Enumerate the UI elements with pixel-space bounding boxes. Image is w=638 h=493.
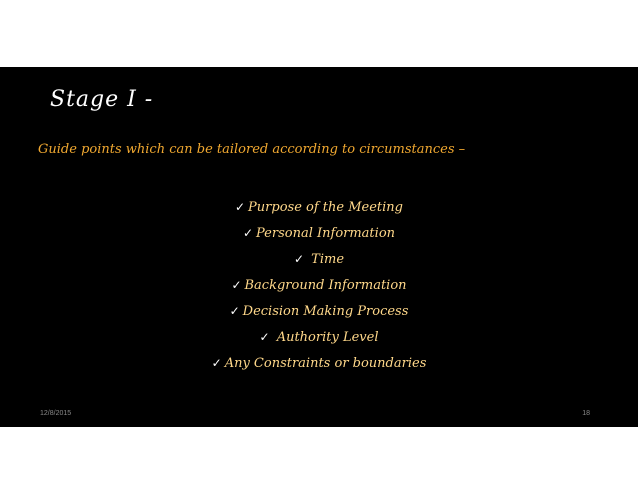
check-icon: ✓: [242, 226, 254, 240]
bullet-list: [0, 194, 638, 376]
bullet-text: Personal Information: [256, 226, 396, 241]
check-icon: ✓: [293, 252, 305, 266]
bullet-text: Authority Level: [272, 330, 379, 345]
bullet-text: Any Constraints or boundaries: [224, 356, 427, 371]
bullet-text: Purpose of the Meeting: [248, 200, 403, 215]
slide-page-number: 18: [582, 410, 590, 417]
slide-subtitle: Guide points which can be tailored according to circumstances –: [38, 142, 466, 157]
bullet-item: [0, 298, 638, 324]
bullet-text: Time: [307, 252, 345, 267]
bullet-item: [0, 220, 638, 246]
check-icon: ✓: [211, 356, 222, 370]
bullet-item: [0, 324, 638, 350]
bullet-text: Decision Making Process: [242, 304, 409, 319]
slide: [0, 67, 638, 427]
check-icon: ✓: [229, 304, 240, 318]
bullet-item: [0, 350, 638, 376]
slide-title: Stage I -: [50, 87, 154, 112]
bullet-text: Background Information: [244, 278, 407, 293]
bullet-item: [0, 246, 638, 272]
check-icon: ✓: [234, 200, 246, 214]
bullet-item: [0, 272, 638, 298]
slide-date: 12/8/2015: [40, 410, 72, 417]
bullet-item: [0, 194, 638, 220]
check-icon: ✓: [231, 278, 242, 292]
check-icon: ✓: [259, 330, 270, 344]
